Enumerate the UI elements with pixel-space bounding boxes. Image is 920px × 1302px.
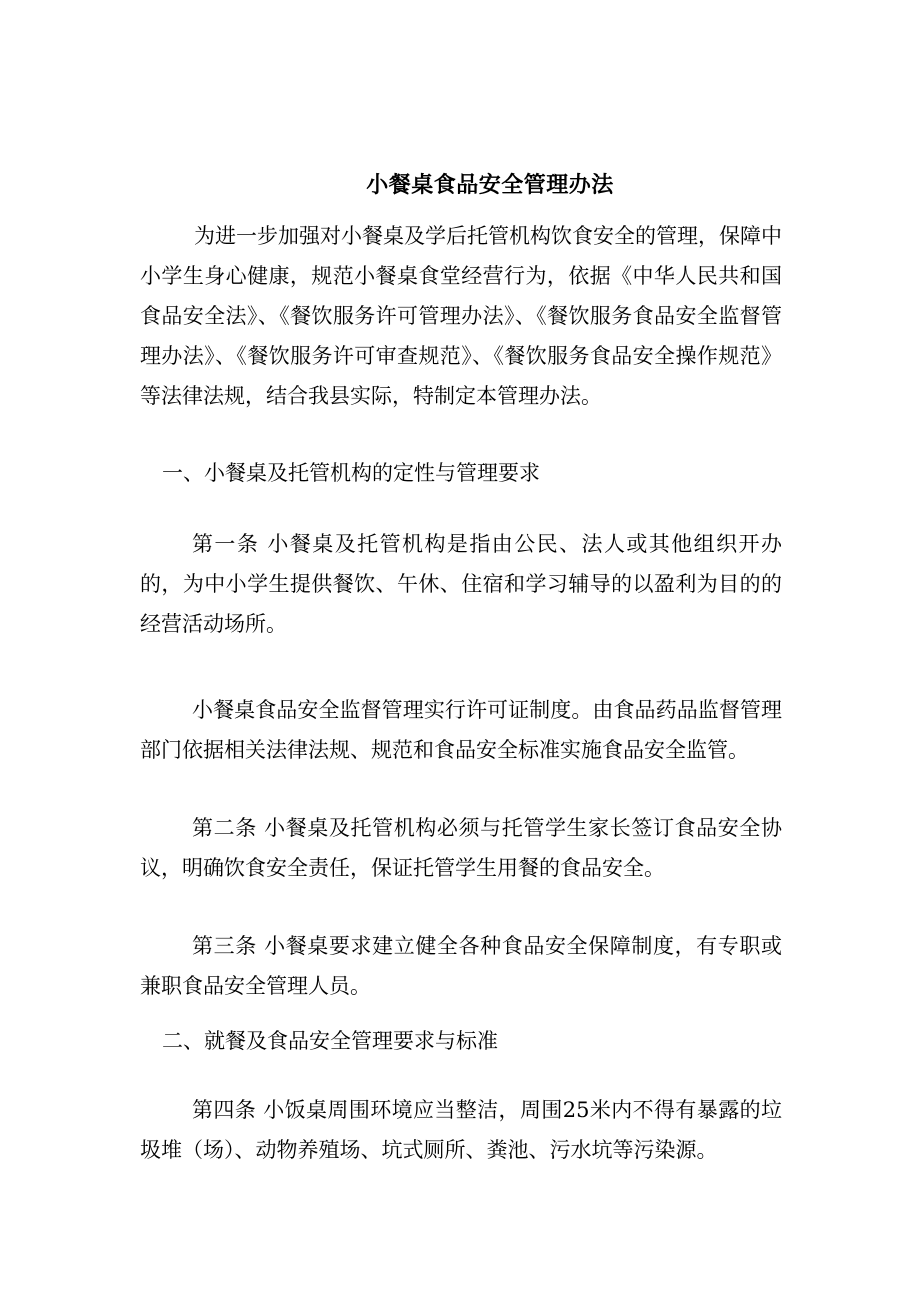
section-heading-2: 二、就餐及食品安全管理要求与标准 xyxy=(162,1029,498,1053)
article-4-paragraph: 第四条 小饭桌周围环境应当整洁，周围25米内不得有暴露的垃圾堆（场）、动物养殖场、坑式厕所、粪池、污水坑等污染源。 xyxy=(140,1098,782,1162)
article-2-paragraph: 第二条 小餐桌及托管机构必须与托管学生家长签订食品安全协议，明确饮食安全责任，保证托管学生用餐的食品安全。 xyxy=(140,816,782,880)
document-title: 小餐桌食品安全管理办法 xyxy=(366,172,614,198)
section-heading-1: 一、小餐桌及托管机构的定性与管理要求 xyxy=(162,461,540,485)
intro-paragraph: 为进一步加强对小餐桌及学后托管机构饮食安全的管理，保障中小学生身心健康，规范小餐桌食堂经营行为，依据《中华人民共和国食品安全法》、《餐饮服务许可管理办法》、《餐饮服务食品安全监督管理办法》、《餐饮服务许可审查规范》、《餐饮服务食品安全操作规范》等法律法规，结合我县实际，特制定本管理办法。 xyxy=(140,224,782,408)
article-1-paragraph: 第一条 小餐桌及托管机构是指由公民、法人或其他组织开办的，为中小学生提供餐饮、午休、住宿和学习辅导的以盈利为目的的经营活动场所。 xyxy=(140,532,782,636)
article-1-second-paragraph: 小餐桌食品安全监督管理实行许可证制度。由食品药品监督管理部门依据相关法律法规、规范和食品安全标准实施食品安全监管。 xyxy=(140,698,782,762)
article-3-paragraph: 第三条 小餐桌要求建立健全各种食品安全保障制度，有专职或兼职食品安全管理人员。 xyxy=(140,934,782,998)
